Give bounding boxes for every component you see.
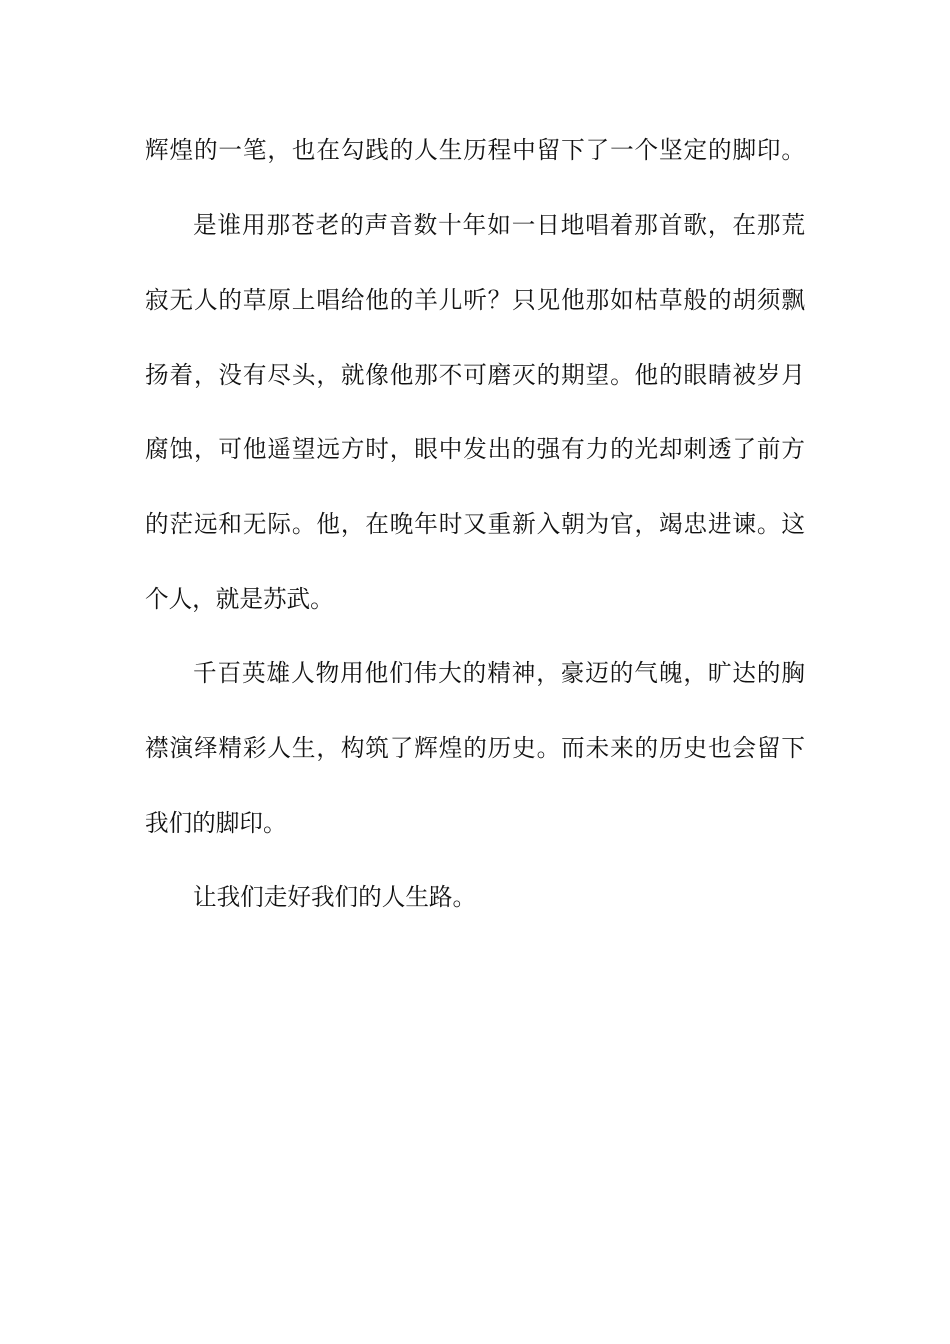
paragraph-2-line-4: 腐蚀，可他遥望远方时，眼中发出的强有力的光却刺透了前方 — [145, 435, 805, 463]
paragraph-3-line-3: 我们的脚印。 — [145, 809, 287, 837]
paragraph-2-line-6: 个人，就是苏武。 — [145, 585, 334, 613]
paragraph-2-line-1: 是谁用那苍老的声音数十年如一日地唱着那首歌，在那荒 — [193, 211, 805, 239]
paragraph-2-line-3: 扬着，没有尽头，就像他那不可磨灭的期望。他的眼睛被岁月 — [145, 361, 805, 389]
paragraph-1-line-1: 辉煌的一笔，也在勾践的人生历程中留下了一个坚定的脚印。 — [145, 136, 805, 164]
paragraph-2-line-2: 寂无人的草原上唱给他的羊儿听？只见他那如枯草般的胡须飘 — [145, 286, 805, 314]
paragraph-2-line-5: 的茫远和无际。他，在晚年时又重新入朝为官，竭忠进谏。这 — [145, 510, 805, 538]
paragraph-3-line-2: 襟演绎精彩人生，构筑了辉煌的历史。而未来的历史也会留下 — [145, 734, 805, 762]
paragraph-3-line-1: 千百英雄人物用他们伟大的精神，豪迈的气魄，旷达的胸 — [193, 659, 805, 687]
paragraph-4-line-1: 让我们走好我们的人生路。 — [193, 883, 477, 911]
